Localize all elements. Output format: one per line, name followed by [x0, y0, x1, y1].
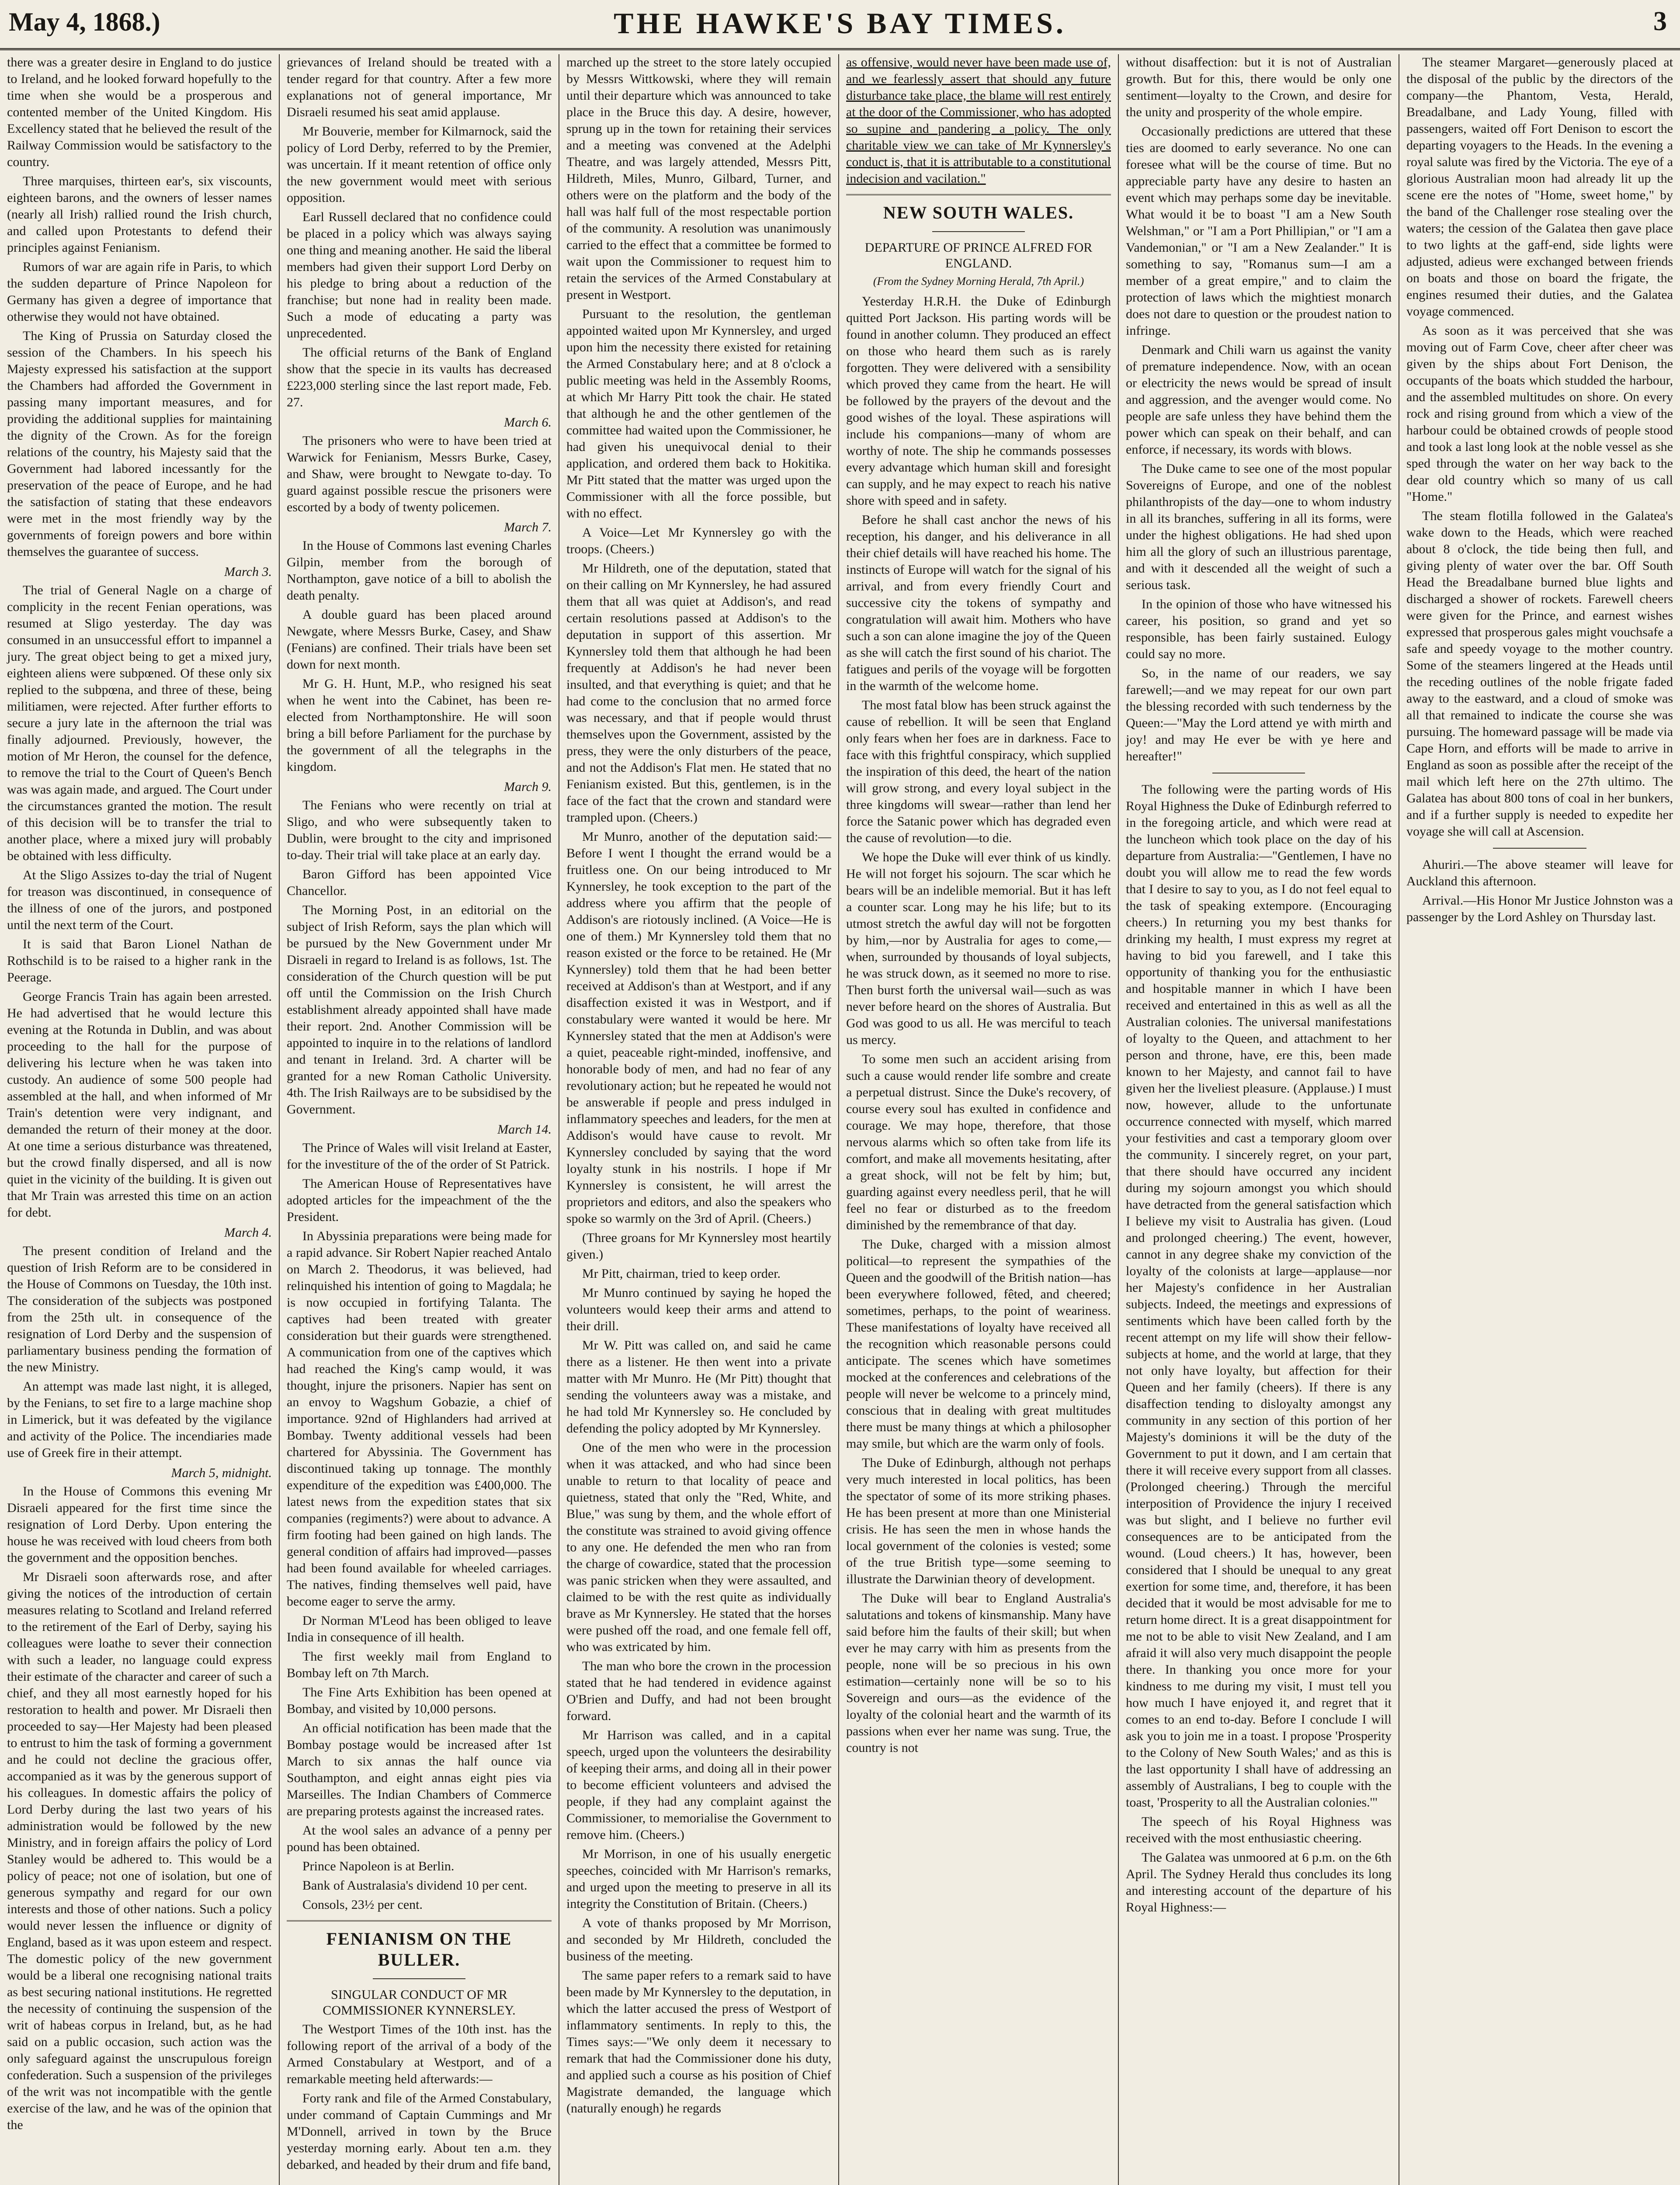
article-paragraph: Yesterday H.R.H. the Duke of Edinburgh quitted Port Jackson. His parting words will be found in another column. They produced an effect on those who heard them such as is rarely forgotten. They were delivered with a sensibility which proved they came from the heart. He will be followed by the prayers of the devout and the good wishes of the loyal. These aspirations will include his companions—many of whom are worthy of note. The ship he commands possesses every advantage which human skill and foresight can supply, and he may expect to reach his native shore with speed and in safety.	[846, 294, 1111, 508]
article-paragraph: An official notification has been made that the Bombay postage would be increased after 1st March to six annas the half ounce via Southampton, and eight annas eight pies via Marseilles. The Indian Chambers of Commerce are preparing protests against the increased rates.	[287, 1721, 552, 1818]
article-paragraph: Prince Napoleon is at Berlin.	[302, 1859, 455, 1873]
article-paragraph: The same paper refers to a remark said to have been made by Mr Kynnersley to the deputation, in which the latter accused the press of Westport of inflammatory sentiments. In reply to this, the Times says:—"We only deem it necessary to remark that had the Commissioner done his duty, and applied such a course as his position of Chief Magistrate demanded, the language which (naturally enough) he regards	[566, 1968, 831, 2116]
article-paragraph: The Fenians who were recently on trial at Sligo, and who were subsequently taken to Dublin, were brought to the city and imprisoned to-day. Their trial will take place at an early day.	[287, 798, 552, 862]
article-subheading: SINGULAR CONDUCT OF MR COMMISSIONER KYNNERSLEY.	[323, 1987, 516, 2018]
article-paragraph: Three marquises, thirteen ear's, six viscounts, eighteen barons, and the owners of lesser names (nearly all Irish) rallied round the Irish church, and called upon Protestants to defend their principles against Fenianism.	[7, 174, 272, 255]
column-3	[559, 54, 839, 2185]
article-paragraph: It is said that Baron Lionel Nathan de Rothschild is to be raised to a higher rank in the Peerage.	[7, 937, 272, 985]
article-paragraph: Mr Morrison, in one of his usually energetic speeches, coincided with Mr Harrison's remarks, and urged upon the meeting to preserve in all its integrity the Constitution of Britain. (Cheers.)	[566, 1847, 831, 1911]
section-divider	[287, 1920, 552, 1921]
article-paragraph: Pursuant to the resolution, the gentleman appointed waited upon Mr Kynnersley, and urged upon him the necessity there existed for retaining the Armed Constabulary here; and at 8 o'clock a public meeting was held in the Assembly Rooms, at which Mr Harry Pitt took the chair. He stated that although he and the other gentlemen of the committee had waited upon the Commissioner, he had given his unequivocal denial to their application, and ordered them back to Hokitika. Mr Pitt stated that the matter was urged upon the Commissioner with all the force possible, but with no effect.	[566, 307, 831, 520]
article-paragraph: Mr Disraeli soon afterwards rose, and after giving the notices of the introduction of certain measures relating to Scotland and Ireland referred to the retirement of the Earl of Derby, saying his colleagues were loathe to sever their connection with such a leader, no language could express their estimate of the character and career of such a chief, and they all most earnestly hoped for his restoration to health and power. Mr Disraeli then proceeded to say—Her Majesty had been pleased to entrust to him the task of forming a government and he could not decline the gracious offer, accompanied as it was by the generous support of his colleagues. In domestic affairs the policy of Lord Derby during the last two years of his administration would be followed by the new Ministry, and in foreign affairs the policy of Lord Stanley would be adhered to. This would be a policy of peace; not one of isolation, but one of generous sympathy and regard for our own interests and those of other nations. Such a policy would never lessen the influence or dignity of England, based as it was upon esteem and respect. The domestic policy of the new government would be a liberal one recognising national traits as best securing national institutions. He regretted the necessity of continuing the suspension of the writ of habeas corpus in Ireland, but, as he had said on a public occasion, such action was the only safeguard against the unscrupulous foreign confederation. Such a suspension of the privileges of the writ was not incompatible with the gentle exercise of the law, and he was of the opinion that the	[7, 1570, 272, 2132]
article-paragraph: The first weekly mail from England to Bombay left on 7th March.	[287, 1649, 552, 1680]
article-paragraph: The Galatea was unmoored at 6 p.m. on the 6th April. The Sydney Herald thus concludes its long and interesting account of the departure of his Royal Highness:—	[1126, 1850, 1392, 1914]
article-paragraph: The American House of Representatives have adopted articles for the impeachment of the the President.	[287, 1176, 552, 1224]
newspaper-title: THE HAWKE'S BAY TIMES.	[614, 7, 1066, 40]
dateline: March 9.	[504, 780, 552, 794]
section-heading: NEW SOUTH WALES.	[883, 203, 1074, 222]
divider	[932, 231, 1025, 232]
article-paragraph: Mr Munro continued by saying he hoped the volunteers would keep their arms and attend to their drill.	[566, 1286, 831, 1333]
local-news-item: Arrival.—His Honor Mr Justice Johnston was a passenger by the Lord Ashley on Thursday last.	[1406, 893, 1673, 924]
page-number: 3	[1653, 7, 1667, 36]
article-paragraph: as offensive, would never have been made use of, and we fearlessly assert that should any future disturbance take place, the blame will rest entirely at the door of the Commissioner, who has adopted so supine and pandering a policy. The only charitable view we can take of Mr Kynnersley's conduct is, that it is attributable to a constitutional indecision and vacilation."	[846, 55, 1111, 186]
article-paragraph: The official returns of the Bank of England show that the specie in its vaults has decreased £223,000 sterling since the last report made, Feb. 27.	[287, 345, 552, 409]
article-paragraph: To some men such an accident arising from such a cause would render life sombre and create a perpetual distrust. Since the Duke's recovery, of course every soul has exulted in confidence and courage. We may hope, therefore, that those nervous alarms which so often take from life its comfort, and make all movements hesitating, after a great shock, will not be felt by him; but, guarding against every needless peril, that he will feel no fear or disturbed as to the freedom diminished by the remembrance of that day.	[846, 1052, 1111, 1232]
article-paragraph: Mr Harrison was called, and in a capital speech, urged upon the volunteers the desirability of keeping their arms, and doing all in their power to become efficient volunteers and advised the people, if they had any complaint against the Commissioner, to memorialise the Government to remove him. (Cheers.)	[566, 1728, 831, 1842]
article-paragraph: A Voice—Let Mr Kynnersley go with the troops. (Cheers.)	[566, 525, 831, 556]
article-paragraph: So, in the name of our readers, we say farewell;—and we may repeat for our own part the blessing recorded with such tenderness by the Queen:—"May the Lord attend ye with mirth and joy! and may He ever be with ye here and hereafter!"	[1126, 666, 1392, 763]
article-paragraph: In the opinion of those who have witnessed his career, his position, so grand and yet so responsible, has been fairly sustained. Eulogy could say no more.	[1126, 597, 1392, 661]
article-paragraph: The Duke of Edinburgh, although not perhaps very much interested in local politics, has been the spectator of some of its more striking phases. He has been present at more than one Ministerial crisis. He has seen the men in whose hands the local government of the colonies is vested; some of the true British type—some seeming to illustrate the Darwinian theory of development.	[846, 1456, 1111, 1586]
article-paragraph: In the House of Commons this evening Mr Disraeli appeared for the first time since the resignation of Lord Derby. Upon entering the house he was received with loud cheers from both the government and the opposition benches.	[7, 1484, 272, 1565]
article-paragraph: Mr Bouverie, member for Kilmarnock, said the policy of Lord Derby, referred to by the Premier, was uncertain. If it meant retention of office only the new government would meet with serious opposition.	[287, 124, 552, 205]
article-paragraph: The Duke, charged with a mission almost political—to represent the sympathies of the Queen and the goodwill of the British nation—has been everywhere followed, fêted, and cheered; sometimes, perhaps, to the point of weariness. These manifestations of loyalty have received all the recognition which reasonable persons could anticipate. The scenes which have sometimes mocked at the conferences and celebrations of the people will never be welcome to a princely mind, conscious that in dealing with great multitudes there must be many things at which a philosopher may smile, but which are the warm only of fools.	[846, 1237, 1111, 1451]
article-paragraph: Forty rank and file of the Armed Constabulary, under command of Captain Cummings and Mr M'Donnell, arrived in town by the Bruce yesterday morning early. About ten a.m. they debarked, and headed by their drum and fife band,	[287, 2091, 552, 2172]
article-paragraph: Mr Munro, another of the deputation said:—Before I went I thought the errand would be a fruitless one. On our being introduced to Mr Kynnersley, he took exception to the part of the address where you affirm that the people of Addison's are riotously inclined. (A Voice—He is one of them.) Mr Kynnersley told them that no reason existed or the force to be retained. He (Mr Kynnersley) told them that he had been better received at Addison's than at Westport, and if any disaffection existed it was in Westport, and if constabulary were wanted it would be here. Mr Kynnersley stated that the men at Addison's were a quiet, peaceable right-minded, inoffensive, and honorable body of men, and had no fear of any revolutionary action; but he repeated he would not be answerable if people and press indulged in inflammatory speeches and leaders, for the men at Addison's would have cause to revolt. Mr Kynnersley concluded by saying that the word loyalty stunk in his nostrils. I hope if Mr Kynnersley is consistent, he will arrest the proprietors and editors, and also the speakers who spoke so warmly on the 3rd of April. (Cheers.)	[566, 829, 831, 1226]
article-paragraph: Bank of Australasia's dividend 10 per cent.	[302, 1878, 528, 1893]
article-paragraph: The trial of General Nagle on a charge of complicity in the recent Fenian operations, was resumed at Sligo yesterday. The day was consumed in an unsuccessful effort to impannel a jury. The great object being to get a mixed jury, eighteen aliens were subpœned. Of these only six replied to the subpœna, and three of these, being militiamen, were rejected. After further efforts to secure a jury late in the afternoon the trial was finally adjourned. Previously, however, the motion of Mr Heron, the counsel for the defence, to remove the trial to the Court of Queen's Bench was was again made, and argued. The Court under the circumstances granted the motion. The result of this decision will be to transfer the trial to another place, where a mixed jury will probably be obtained with less difficulty.	[7, 583, 272, 863]
article-paragraph: The Duke will bear to England Australia's salutations and tokens of kinsmanship. Many have said before him the faults of their skill; but when ever he may carry with him as presents from the people, none will be so precious in his own estimation—certainly none will be so to his Sovereign and ours—as the evidence of the loyalty of the colonial heart and the warmth of its passions when ever her name was sung. True, the country is not	[846, 1591, 1111, 1755]
section-divider	[846, 194, 1111, 195]
article-paragraph: The Duke came to see one of the most popular Sovereigns of Europe, and one of the noblest philanthropists of the day—one to whom industry in all its branches, suffering in all its forms, were under the highest obligations. He had shed upon him all the glory of such an illustrious parentage, and with it descended all the weight of such a serious task.	[1126, 461, 1392, 592]
article-paragraph: One of the men who were in the procession when it was attacked, and who had since been unable to return to that locality of peace and quietness, stated that only the "Red, White, and Blue," was sung by them, and the whole effort of the constitute was strained to avoid giving offence to any one. He defended the men who ran from the charge of cowardice, stated that the procession was panic stricken when they were assaulted, and claimed to be with the rest quite as individually brave as Mr Kynnersley. He stated that the horses were pushed off the road, and one female fell off, who was extricated by him.	[566, 1440, 831, 1654]
dateline: March 7.	[504, 520, 552, 534]
article-paragraph: The Fine Arts Exhibition has been opened at Bombay, and visited by 10,000 persons.	[287, 1685, 552, 1716]
article-paragraph: In the House of Commons last evening Charles Gilpin, member from the borough of Northampton, gave notice of a bill to abolish the death penalty.	[287, 538, 552, 603]
article-paragraph: A vote of thanks proposed by Mr Morrison, and seconded by Mr Hildreth, concluded the business of the meeting.	[566, 1916, 831, 1963]
article-paragraph: The Prince of Wales will visit Ireland at Easter, for the investiture of the of the order of St Patrick.	[287, 1141, 552, 1172]
article-paragraph: Mr Pitt, chairman, tried to keep order.	[582, 1266, 781, 1281]
article-paragraph: The Morning Post, in an editorial on the subject of Irish Reform, says the plan which will be pursued by the New Government under Mr Disraeli in regard to Ireland is as follows, 1st. The consideration of the Church question will be put off until the Commission on the Irish Church establishment already appointed shall have made their report. 2nd. Another Commission will be appointed to inquire in to the relations of landlord and tenant in Ireland. 3rd. A charter will be granted for a new Roman Catholic University. 4th. The Irish Railways are to be subsidised by the Government.	[287, 903, 552, 1117]
article-paragraph: George Francis Train has again been arrested. He had advertised that he would lecture this evening at the Rotunda in Dublin, and was about proceeding to the hall for the purpose of delivering his lecture when he was taken into custody. An audience of some 500 people had assembled at the hall, and when informed of Mr Train's detention were very indignant, and demanded the return of their money at the door. At one time a serious disturbance was threatened, but the crowd finally dispersed, and all is now quiet in the vicinity of the building. It is given out that Mr Train was arrested this time on an action for debt.	[7, 989, 272, 1220]
article-paragraph: Before he shall cast anchor the news of his reception, his danger, and his deliverance in all their chief details will have reached his home. The instincts of Europe will watch for the signal of his arrival, and from every friendly Court and successive city the tokens of sympathy and congratulation will await him. Mothers who have such a son can alone imagine the joy of the Queen as she will catch the first sound of his chariot. The fatigues and perils of the voyage will be forgotten in the warmth of the welcome home.	[846, 513, 1111, 693]
article-paragraph: Mr W. Pitt was called on, and said he came there as a listener. He then went into a private matter with Mr Munro. He (Mr Pitt) thought that sending the volunteers away was a mistake, and he had told Mr Kynnersley so. He concluded by defending the policy adopted by Mr Kynnersley.	[566, 1338, 831, 1436]
article-paragraph: The most fatal blow has been struck against the cause of rebellion. It will be seen that England only fears when her foes are in darkness. Face to face with this frightful conspiracy, which supplied the inspiration of this deed, the heart of the nation will grow strong, and every loyal subject in the three kingdoms will swear—rather than lend her force the Satanic power which has degraded even the cause of revolution—to die.	[846, 698, 1111, 845]
dateline: March 4.	[224, 1225, 272, 1240]
article-paragraph: Mr G. H. Hunt, M.P., who resigned his seat when he went into the Cabinet, has been re-elected from Northamptonshire. He will soon bring a bill before Parliament for the purchase by the government of all the telegraphs in the kingdom.	[287, 676, 552, 774]
column-2	[280, 54, 559, 2185]
column-4	[839, 54, 1119, 2185]
article-paragraph: In Abyssinia preparations were being made for a rapid advance. Sir Robert Napier reached Antalo on March 2. Theodorus, it was believed, had relinquished his intention of going to Magdala; he is now occupied in fortifying Talanta. The captives had been treated with greater consideration but their guards were strengthened. A communication from one of the captives which had reached the King's camp would, it was thought, injure the prisoners. Napier has sent on an envoy to Wagshum Gobazie, a chief of importance. 92nd of Highlanders had arrived at Bombay. Twenty additional vessels had been chartered for Abyssinia. The Government has discontinued taking up tonnage. The monthly expenditure of the expedition was £400,000. The latest news from the expedition states that six companies (regiments?) were about to advance. A firm footing had been gained on high lands. The general condition of affairs had improved—passes had been found available for wheeled carriages. The natives, finding themselves well paid, have become eager to serve the army.	[287, 1229, 552, 1609]
article-paragraph: The speech of his Royal Highness was received with the most enthusiastic cheering.	[1126, 1814, 1392, 1845]
section-heading: FENIANISM ON THE BULLER.	[326, 1929, 512, 1970]
article-paragraph: The man who bore the crown in the procession stated that he had tendered in evidence against O'Brien and Duffy, and had not been brought forward.	[566, 1659, 831, 1723]
article-paragraph: Baron Gifford has been appointed Vice Chancellor.	[287, 867, 552, 898]
masthead	[0, 0, 1680, 50]
issue-date: May 4, 1868.)	[9, 7, 160, 36]
article-paragraph: We hope the Duke will ever think of us kindly. He will not forget his sojourn. The scar which he bears will be an indelible memorial. But it has left a counter scar. Long may he his life; but to its utmost stretch the awful day will not be forgotten by him,—nor by Australia for ages to come,—when, surrounded by thousands of loyal subjects, he was struck down, as it seemed no more to rise. Then burst forth the universal wail—such as was never before heard on the shores of Australia. But God was good to us all. He was merciful to teach us mercy.	[846, 850, 1111, 1047]
article-source: (From the Sydney Morning Herald, 7th April.)	[873, 275, 1084, 288]
article-paragraph: The present condition of Ireland and the question of Irish Reform are to be considered in the House of Commons on Tuesday, the 10th inst. The consideration of the subjects was postponed from the 25th ult. in consequence of the resignation of Lord Derby and the suspension of parliamentary business pending the formation of the new Ministry.	[7, 1244, 272, 1374]
article-paragraph: Consols, 23½ per cent.	[302, 1897, 423, 1912]
article-paragraph: Mr Hildreth, one of the deputation, stated that on their calling on Mr Kynnersley, he had assured them that all was quiet at Addison's, and read certain resolutions passed at Addison's to the deputation in support of this assertion. Mr Kynnersley told them that although he had been frequently at Addison's he had never been insulted, and that everything is quiet; and that he had come to the conclusion that no armed force was necessary, and that if people would thrust themselves upon the Government, assisted by the press, they were the only disturbers of the peace, and not the Addison's Flat men. He stated that no Fenianism existed. But this, gentlemen, is in the face of the fact that the crown and standard were trampled upon. (Cheers.)	[566, 561, 831, 825]
article-paragraph: At the wool sales an advance of a penny per pound has been obtained.	[287, 1823, 552, 1854]
article-paragraph: The steamer Margaret—generously placed at the disposal of the public by the directors of the company—the Phantom, Vesta, Herald, Breadalbane, and Lady Young, filled with passengers, waited off Fort Denison to escort the departing voyagers to the Heads. In the evening a royal salute was fired by the Victoria. The eye of a glorious Australian moon had already lit up the scene ere the notes of "Home, sweet home," by the band of the Challenger rose stealing over the waters; the cession of the Galatea then gave place to two lights at the gaff-end, side lights were adjusted, adieus were exchanged between friends on boats and those on board the frigate, the engines resumed their duties, and the Galatea voyage commenced.	[1406, 55, 1673, 319]
article-paragraph: The prisoners who were to have been tried at Warwick for Fenianism, Messrs Burke, Casey, and Shaw, were brought to Newgate to-day. To guard against possible rescue the prisoners were escorted by a body of twenty policemen.	[287, 434, 552, 514]
article-paragraph: The King of Prussia on Saturday closed the session of the Chambers. In his speech his Majesty expressed his satisfaction at the support the Chambers had afforded the Government in passing many important measures, and for providing the additional supplies for maintaining the dignity of the Crown. As for the foreign relations of the country, his Majesty said that the Government had labored incessantly for the preservation of the peace of Europe, and he had the satisfaction of stating that these endeavors were met in the most friendly way by the governments of foreign powers and bore within themselves the guarantee of success.	[7, 329, 272, 559]
article-paragraph: The Westport Times of the 10th inst. has the following report of the arrival of a body of the Armed Constabulary at Westport, and of a remarkable meeting held afterwards:—	[287, 2022, 552, 2086]
column-5	[1119, 54, 1399, 2185]
article-paragraph: An attempt was made last night, it is alleged, by the Fenians, to set fire to a large machine shop in Limerick, but it was defeated by the vigilance and activity of the Police. The incendiaries made use of Greek fire in their attempt.	[7, 1379, 272, 1460]
dateline: March 5, midnight.	[171, 1466, 272, 1480]
divider	[373, 1978, 465, 1979]
column-1	[0, 54, 280, 2185]
article-paragraph: marched up the street to the store lately occupied by Messrs Wittkowski, where they will remain until their departure which was announced to take place in the Bruce this day. A desire, however, sprung up in the town for retaining their services and a meeting was convened at the Adelphi Theatre, and was largely attended, Messrs Pitt, Hildreth, Miles, Munro, Gilbard, Turner, and others were on the platform and the body of the hall was half full of the most respectable portion of the community. A resolution was unanimously carried to the effect that a committee be formed to wait upon the Commissioner to request him to retain the services of the Armed Constabulary at present in Westport.	[566, 55, 831, 302]
article-paragraph: As soon as it was perceived that she was moving out of Farm Cove, cheer after cheer was given by the ships about Fort Denison, the occupants of the boats which studded the harbour, and the assembled multitudes on shore. On every rock and rising ground from which a view of the harbour could be obtained crowds of people stood and took a last long look at the noble vessel as she sped through the water on her way back to the dear old country which so many of us call "Home."	[1406, 323, 1673, 504]
dateline: March 14.	[497, 1122, 552, 1137]
dateline: March 6.	[504, 415, 552, 430]
article-paragraph: Denmark and Chili warn us against the vanity of premature independence. Now, with an ocean or electricity the news would be spread of insult and aggression, and the avenger would come. No people are safe unless they have behind them the power which can speak on their behalf, and can enforce, if necessary, its words with blows.	[1126, 343, 1392, 457]
article-paragraph: Dr Norman M'Leod has been obliged to leave India in consequence of ill health.	[287, 1613, 552, 1644]
article-paragraph: The following were the parting words of His Royal Highness the Duke of Edinburgh referred to in the foregoing article, and which were read at the luncheon which took place on the day of his departure from Australia:—"Gentlemen, I have no doubt you will allow me to read the few words that I desire to say to you, as I do not feel equal to the task of speaking extempore. (Encouraging cheers.) In returning you my best thanks for drinking my health, I must express my regret at having to bid you farewell, and I take this opportunity of thanking you for the enthusiastic and hospitable manner in which I have been received and entertained in this as well as all the Australian colonies. The universal manifestations of loyalty to the Queen, and attachment to her person and throne, have, ere this, been made known to her Majesty, and cannot fail to have given her the liveliest pleasure. (Applause.) I must now, however, allude to the unfortunate occurrence connected with myself, which marred your festivities and cast a temporary gloom over the community. I sincerely regret, on your part, that there should have occurred any incident during my sojourn amongst you which should have detracted from the general satisfaction which I believe my visit to Australia has given. (Loud and prolonged cheering.) The event, however, cannot in any degree shake my conviction of the loyalty of the colonists at large—applause—nor her Majesty's confidence in her Australian subjects. Indeed, the meetings and expressions of sentiments which have been called forth by the recent attempt on my life will show their fellow-subjects at home, and the world at large, that they not only have loyalty, but affection for their Queen and her family (cheers). If there is any disaffection tending to disloyalty amongst any community in any section of this portion of her Majesty's dominions it will be the duty of the Government to put it down, and I am certain that there it will receive every support from all classes. (Prolonged cheering.) Through the merciful interposition of Providence the injury I received was but slight, and I believe no further evil consequences are to be anticipated from the wound. (Loud cheers.) It has, however, been considered that I should be unequal to any great exertion for some time, and, therefore, it has been decided that it would be most advisable for me to return home direct. It is a great disappointment for me not to be able to visit New Zealand, and I am afraid it will also very much disappoint the people there. In thanking you once more for your kindness to me during my visit, I must tell you how much I have enjoyed it, and regret that it comes to an end to-day. Before I conclude I will ask you to join me in a toast. I propose 'Prosperity to the Colony of New South Wales;' and as this is the last opportunity I shall have of addressing an assembly of Australians, I beg to couple with the toast, 'Prosperity to all the Australian colonies.'"	[1126, 782, 1392, 1810]
article-paragraph: Occasionally predictions are uttered that these ties are doomed to early severance. No one can foresee what will be the course of time. But no appreciable party have any desire to hasten an event which may perhaps some day be inevitable. What would it be to boast "I am a New South Welshman," or "I am a Port Phillipian," or "I am a Vandemonian," or "I am a New Zealander." It is something to say, "Romanus sum—I am a member of a great empire," and to claim the protection of laws which the mightiest monarch does not dare to question or the proudest nation to infringe.	[1126, 124, 1392, 338]
article-paragraph: Rumors of war are again rife in Paris, to which the sudden departure of Prince Napoleon for Germany has given a degree of importance that otherwise they would not have obtained.	[7, 260, 272, 324]
divider	[1493, 848, 1586, 849]
article-paragraph: A double guard has been placed around Newgate, where Messrs Burke, Casey, and Shaw (Fenians) are confined. Their trials have been set down for next month.	[287, 607, 552, 672]
local-news-item: Ahuriri.—The above steamer will leave for Auckland this afternoon.	[1406, 857, 1673, 888]
article-paragraph: without disaffection: but it is not of Australian growth. But for this, there would be only one sentiment—loyalty to the Crown, and desire for the unity and prosperity of the whole empire.	[1126, 55, 1392, 119]
article-paragraph: Earl Russell declared that no confidence could be placed in a policy which was always saying one thing and meaning another. He said the liberal members had given their support Lord Derby on his pledge to bring about a reduction of the franchise; but none had in reality been made. Such a mode of educating a party was unprecedented.	[287, 210, 552, 340]
article-subheading: DEPARTURE OF PRINCE ALFRED FOR ENGLAND.	[864, 240, 1093, 271]
column-6	[1399, 54, 1680, 2185]
article-paragraph: there was a greater desire in England to do justice to Ireland, and he looked forward hopefully to the time when she would be a prosperous and contented member of the United Kingdom. His Excellency stated that he believed the result of the Railway Commission would be satisfactory to the country.	[7, 55, 272, 169]
article-paragraph: (Three groans for Mr Kynnersley most heartily given.)	[566, 1231, 831, 1262]
article-paragraph: grievances of Ireland should be treated with a tender regard for that country. After a few more explanations not of general importance, Mr Disraeli resumed his seat amid applause.	[287, 55, 552, 119]
article-paragraph: At the Sligo Assizes to-day the trial of Nugent for treason was discontinued, in consequence of the illness of one of the jurors, and postponed until the next term of the Court.	[7, 868, 272, 932]
dateline: March 3.	[224, 565, 272, 579]
article-paragraph: The steam flotilla followed in the Galatea's wake down to the Heads, which were reached about 8 o'clock, the tide being then full, and giving plenty of water over the bar. Off South Head the Breadalbane burned blue lights and discharged a shower of rockets. Farewell cheers were given for the Prince, and earnest wishes expressed that prosperous gales might vouchsafe a safe and speedy voyage to the mother country. Some of the steamers lingered at the Heads until the receding outlines of the noble frigate faded away to the eastward, and a cloud of smoke was all that remained to indicate the course she was pursuing. The homeward passage will be made via Cape Horn, and efforts will be made to arrive in England as soon as possible after the receipt of the mail which left here on the 27th ultimo. The Galatea has about 800 tons of coal in her bunkers, and if a further supply is needed to expedite her voyage she will call at Ascension.	[1406, 509, 1673, 839]
